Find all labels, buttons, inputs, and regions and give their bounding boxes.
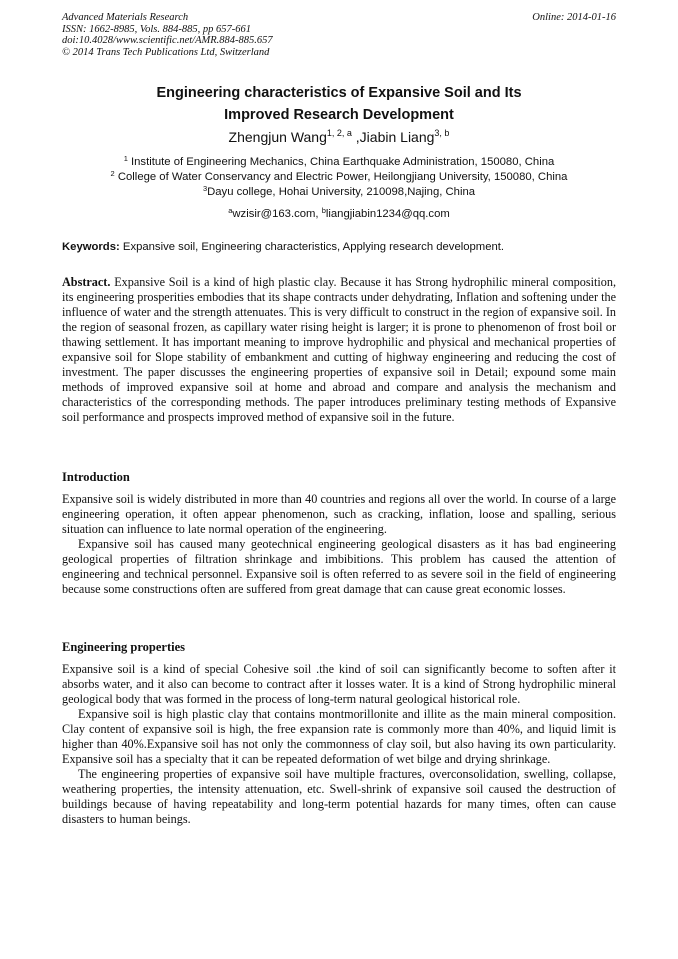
author-line — [62, 128, 616, 146]
affiliation-2 — [62, 170, 616, 184]
journal-doi: doi:10.4028/www.scientific.net/AMR.884-885.657 — [62, 35, 273, 47]
author-1-affiliation-marks: 1, 2, a — [326, 128, 352, 138]
affiliation-3-number: 3 — [202, 184, 208, 193]
introduction-paragraph-2: Expansive soil has caused many geotechnical engineering geological disasters as it has bad engineering geological properties of filtration shrinkage and imbibitions. This problem has caused the attention of engineering and technical personnel. Expansive soil is often referred to as severe soil in the field of engineering because some constructions often are suffered from great damage that can cause great economic losses. — [62, 537, 616, 596]
introduction-paragraph-1: Expansive soil is widely distributed in more than 40 countries and regions all over the world. In course of a large engineering operation, it often appear phenomenon, such as cracking, inflation, loose and spalling, serious situation can influence to late normal operation of the engineering. — [62, 492, 616, 536]
keywords-label: Keywords: — [62, 241, 120, 253]
engineering-paragraph-3: The engineering properties of expansive soil have multiple fractures, overconsolidation, swelling, collapse, weathering properties, the intensity attenuation, etc. Swell-shrink of expansive soil caused the destruction of buildings because of having repeatability and long-term potential hazards for many times, often can cause disasters to human beings. — [62, 767, 616, 826]
journal-copyright: © 2014 Trans Tech Publications Ltd, Switzerland — [62, 46, 270, 58]
affiliation-2-number: 2 — [110, 169, 115, 178]
engineering-properties-body — [62, 662, 616, 827]
paper-title — [62, 82, 616, 126]
author-1-name: Zhengjun Wang — [228, 129, 327, 145]
online-date: Online: 2014-01-16 — [532, 12, 616, 23]
title-line-1: Engineering characteristics of Expansive Soil and Its — [156, 85, 522, 101]
engineering-paragraph-2: Expansive soil is high plastic clay that contains montmorillonite and illite as the main mineral composition. Clay content of expansive soil is high, the free expansion rate is commonly more than 40%, and liquid limit is higher than 40%.Expansive soil has not only the commonness of clay soil, but also having its own particularity. Expansive soil has a specialty that it can be repeated deformation of wet bilge and drying shrinkage. — [62, 707, 616, 766]
author-2-name: ,Jiabin Liang — [351, 129, 435, 145]
journal-issn: ISSN: 1662-8985, Vols. 884-885, pp 657-661 — [62, 23, 251, 35]
email-a-mark: a — [228, 206, 233, 215]
journal-name: Advanced Materials Research — [62, 12, 189, 23]
introduction-heading: Introduction — [62, 470, 130, 484]
abstract-text: Expansive Soil is a kind of high plastic clay. Because it has Strong hydrophilic mineral composition, its engineering prosperities embodies that its shape contracts under dehydrating, Inflation and softening under the influence of water and the strength attenuates. This is very difficult to construct in the region of expansive soil. In the region of seasonal frozen, as capillary water rising height is larger; it is prone to phenomenon of frost boil or thawing settlement. It has important meaning to improve hydrophilic and physical and mechanical properties of expansive soil for Slope stability of embankment and cutting of highway engineering and reducing the cost of investment. The paper discusses the engineering properties of expansive soil in Detail; expound some main methods of improved expansive soil at home and abroad and compare and analysis the mechanism and characteristics of the corresponding methods. The paper introduces preliminary testing methods of Expansive soil performance and prospects improved method of expansive soil in the future. — [62, 275, 616, 424]
abstract-label: Abstract. — [62, 275, 111, 289]
email-b-mark: b — [321, 206, 326, 215]
title-line-2: Improved Research Development — [224, 107, 454, 123]
engineering-properties-heading: Engineering properties — [62, 640, 186, 654]
journal-header — [62, 12, 616, 64]
keywords — [62, 240, 616, 254]
email-b[interactable]: liangjiabin1234@qq.com — [325, 208, 450, 220]
introduction-body — [62, 492, 616, 597]
keywords-text: Expansive soil, Engineering characteristics, Applying research development. — [119, 241, 505, 253]
author-2-affiliation-marks: 3, b — [434, 128, 450, 138]
email-a[interactable]: wzisir@163.com, — [232, 208, 322, 220]
affiliation-1-text: Institute of Engineering Mechanics, China Earthquake Administration, 150080, China — [127, 156, 555, 168]
affiliation-2-text: College of Water Conservancy and Electric Power, Heilongjiang University, 150080, China — [114, 171, 568, 183]
affiliation-3-text: Dayu college, Hohai University, 210098,Najing, China — [207, 186, 476, 198]
affiliation-3 — [62, 185, 616, 199]
affiliation-1-number: 1 — [123, 154, 128, 163]
engineering-paragraph-1: Expansive soil is a kind of special Cohesive soil .the kind of soil can significantly become to soften after it absorbs water, and it also can become to contract after it losses water. It is a kind of Strong hydrophilic mineral geological body that was formed in the process of long-term natural geological historical role. — [62, 662, 616, 706]
abstract — [62, 275, 616, 425]
affiliation-1 — [62, 155, 616, 169]
author-emails — [62, 207, 616, 221]
